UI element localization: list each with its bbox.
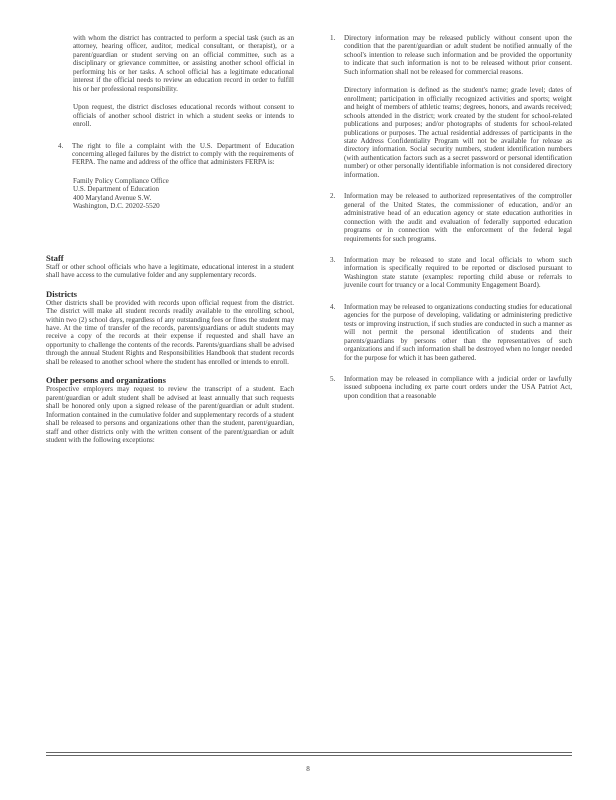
- list-item-number: 4.: [330, 302, 336, 311]
- address-line: Washington, D.C. 20202-5520: [73, 202, 160, 211]
- continued-paragraph-other-districts: Upon request, the district discloses educational records without consent to officials of another school district in which a student seeks or intends to enroll.: [73, 103, 294, 129]
- list-item-text: Information may be released to organizations conducting studies for educational agencies for the purpose of developing, validating or administering predictive tests or improving instruction, if such studies are conducted in such a manner as will not permit the personal identification of students and their parents/guardians by persons other than the representatives of such organizations and if such information shall be destroyed when no longer needed for the purpose for which it has been gathered.: [344, 302, 572, 362]
- ferpa-office-address: [46, 177, 294, 211]
- staff-paragraph: Staff or other school officials who have a legitimate, educational interest in a student shall have access to the cumulative folder and any supplementary records.: [46, 262, 294, 280]
- list-item-text: Information may be released to state and local officials to whom such information is specifically required to be reported or disclosed pursuant to Washington state statute (examples: reporting child abuse or referrals to juvenile court for truancy or a local Community Engagement Board).: [344, 255, 572, 290]
- districts-paragraph: Other districts shall be provided with records upon official request from the district. The district will make all student records readily available to the enrolling school, within two (2) school days, regardless of any outstanding fees or fines the student may have. At the time of transfer of the records, parents/guardians or adult students may receive a copy of the records at their expense if requested and shall have an opportunity to challenge the contents of the records. Parents/guardians shall be advised through the annual Student Rights and Responsibilities Handbook that student records shall be released to another school where the student has enrolled or intends to enroll.: [46, 298, 294, 366]
- list-item-3-state-officials: [318, 256, 572, 290]
- list-item-number: 2.: [330, 192, 336, 201]
- list-item-number: 5.: [330, 374, 336, 383]
- list-item-2-authorized-representatives: [318, 192, 572, 243]
- other-persons-heading: Other persons and organizations: [46, 375, 166, 386]
- list-item-text: Information may be released to authorized representatives of the comptroller general of the United States, the commissioner of education, and/or an administrative head of an education agency or state education authorities in connection with the audit and evaluation of federally supported education programs or in connection with the enforcement of the federal legal requirements for such programs.: [344, 192, 572, 243]
- footer-rule-top: [46, 752, 572, 753]
- address-line: U.S. Department of Education: [73, 185, 160, 194]
- list-item-1-directory: [318, 34, 572, 179]
- address-line: Family Policy Compliance Office: [73, 176, 169, 185]
- footer-rule-bottom: [46, 755, 572, 756]
- list-item-text: The right to file a complaint with the U.S. Department of Education concerning alleged failures by the district to comply with the requirements of FERPA. The name and address of the office that administers FERPA is:: [72, 141, 294, 167]
- list-item-text: Directory information may be released publicly without consent upon the condition that the parent/guardian or adult student be notified annually of the school's intention to release such information and be provided the opportunity to indicate that such information is not to be released without prior consent. Such information shall not be released for commercial reasons.: [344, 34, 572, 76]
- list-item-number: 3.: [330, 255, 336, 264]
- staff-heading: Staff: [46, 252, 64, 263]
- right-column: [318, 34, 572, 400]
- list-item-4-complaint: [46, 142, 294, 167]
- districts-heading: Districts: [46, 288, 78, 299]
- list-item-5-judicial-order: [318, 375, 572, 400]
- list-item-number: 4.: [58, 141, 64, 150]
- left-column: [46, 34, 294, 444]
- address-line: 400 Maryland Avenue S.W.: [73, 193, 152, 202]
- list-item-text: Information may be released in compliance with a judicial order or lawfully issued subpoena including ex parte court orders under the USA Patriot Act, upon condition that a reasonable: [344, 374, 572, 400]
- directory-definition: Directory information is defined as the student's name; grade level; dates of enrollment; participation in officially recognized activities and sports; weight and height of members of athletic teams; degrees, honors, and awards received; schools attended in the district; work created by the student for school-related publications and purposes; and/or photographs of students for school-related publications or purposes. The actual residential addresses of participants in the state Address Confidentiality Program will not be available for release as directory information. Social security numbers, student identification numbers (with authentication factors such as a secret password or personal identification number) or other personally identifiable information is not considered directory information.: [344, 86, 572, 179]
- list-item-4-studies: [318, 303, 572, 362]
- continued-paragraph-school-officials: with whom the district has contracted to perform a special task (such as an attorney, hearing officer, auditor, medical consultant, or therapist), or a parent/guardian or student serving on an official committee, such as a disciplinary or grievance committee, or assisting another school official in performing his or her tasks. A school official has a legitimate educational interest if the official needs to review an education record in order to fulfill his or her professional responsibility.: [73, 34, 294, 93]
- page-number: 8: [306, 765, 310, 773]
- other-persons-paragraph: Prospective employers may request to review the transcript of a student. Each parent/guardian or adult student shall be advised at least annually that such requests shall be honored only upon a signed release of the parent/guardian or adult student. Information contained in the cumulative folder and supplementary records of a student shall be released to persons and organizations other than the student, parent/guardian, staff and other districts only with the written consent of the parent/guardian or adult student with the following exceptions:: [46, 385, 294, 444]
- list-item-number: 1.: [330, 34, 336, 42]
